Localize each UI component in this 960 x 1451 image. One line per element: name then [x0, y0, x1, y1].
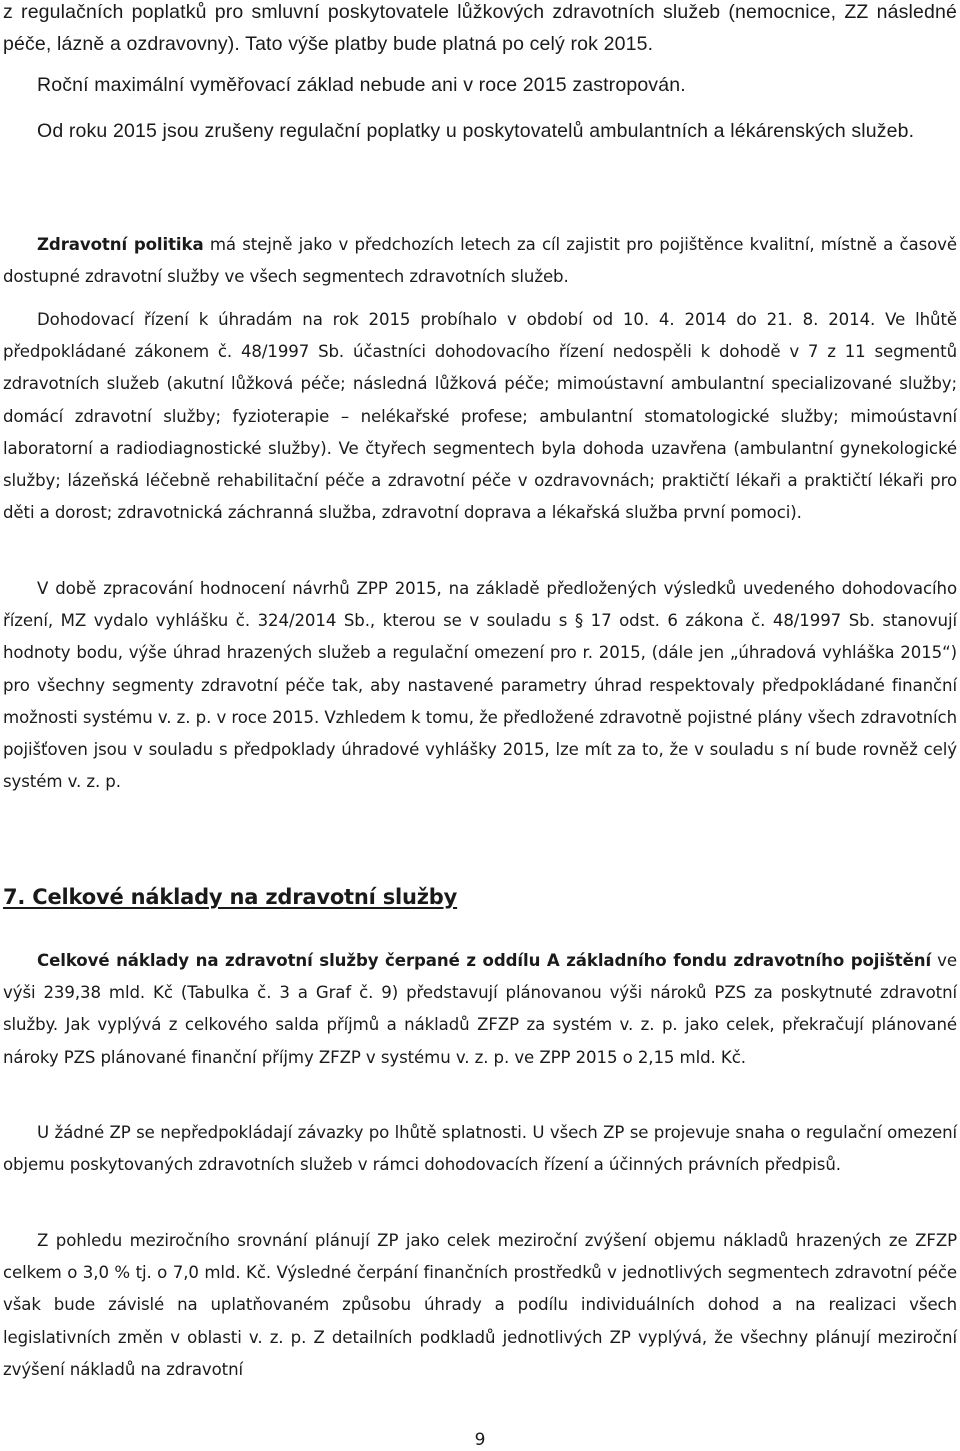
paragraph-regulatory-fees: z regulačních poplatků pro smluvní poskytovatele lůžkových zdravotních služeb (nemocnice, ZZ následné péče, lázně a ozdravovny). Tato výše platby bude platná po celý rok 2015. [3, 1, 957, 55]
paragraph-assessment-base: Roční maximální vyměřovací základ nebude ani v roce 2015 zastropován. [37, 74, 686, 96]
total-costs-bold-term: Celkové náklady na zdravotní služby čerpané z oddílu A základního fondu zdravotního pojištění [37, 951, 932, 970]
page-number: 9 [474, 1430, 486, 1450]
paragraph-decree-324: V době zpracování hodnocení návrhů ZPP 2015, na základě předložených výsledků uvedeného dohodovacího řízení, MZ vydalo vyhlášku č. 324/2014 Sb., kterou se v souladu s § 17 odst. 6 zákona č. 48/1997 Sb. stanovují hodnoty bodu, výše úhrad hrazených služeb a regulační omezení pro r. 2015, (dále jen „úhradová vyhláška 2015“) pro všechny segmenty zdravotní péče tak, aby nastavené parametry úhrad respektovaly předpokládané finanční možnosti systému v. z. p. v roce 2015. Vzhledem k tomu, že předložené zdravotně pojistné plány všech zdravotních pojišťoven jsou v souladu s předpoklady úhradové vyhlášky 2015, lze mít za to, že v souladu s ní bude rovněž celý systém v. z. p. [3, 579, 957, 792]
paragraph-no-liabilities: U žádné ZP se nepředpokládají závazky po lhůtě splatnosti. U všech ZP se projevuje snaha o regulační omezení objemu poskytovaných zdravotních služeb v rámci dohodovacích řízení a účinných právních předpisů. [3, 1123, 957, 1175]
health-policy-bold-term: Zdravotní politika [37, 235, 204, 254]
paragraph-year-comparison: Z pohledu meziročního srovnání plánují ZP jako celek meziroční zvýšení objemu nákladů hrazených ze ZFZP celkem o 3,0 % tj. o 7,0 mld. Kč. Výsledné čerpání finančních prostředků v jednotlivých segmentech zdravotní péče však bude závislé na uplatňovaném způsobu úhrady a podílu individuálních dohod a na realizaci všech legislativních změn v oblasti v. z. p. Z detailních podkladů jednotlivých ZP vyplývá, že všechny plánují meziroční zvýšení nákladů na zdravotní [3, 1231, 957, 1379]
health-policy-text: má stejně jako v předchozích letech za cíl zajistit pro pojištěnce kvalitní, místně a časově dostupné zdravotní služby ve všech segmentech zdravotních služeb. [3, 235, 957, 287]
paragraph-negotiation-procedure: Dohodovací řízení k úhradám na rok 2015 probíhalo v období od 10. 4. 2014 do 21. 8. 2014. Ve lhůtě předpokládané zákonem č. 48/1997 Sb. účastníci dohodovacího řízení nedospěli k dohodě v 7 z 11 segmentů zdravotních služeb (akutní lůžková péče; následná lůžková péče; mimoústavní ambulantní specializované služby; domácí zdravotní služby; fyzioterapie – nelékařské profese; ambulantní stomatologické služby; mimoústavní laboratorní a radiodiagnostické služby). Ve čtyřech segmentech byla dohoda uzavřena (ambulantní gynekologické služby; lázeňská léčebně rehabilitační péče a zdravotní péče v ozdravovnách; praktičtí lékaři a praktičtí lékaři pro děti a dorost; zdravotnická záchranná služba, zdravotní doprava a lékařská služba první pomoci). [3, 310, 957, 523]
paragraph-total-costs [3, 945, 957, 1074]
paragraph-fees-abolished: Od roku 2015 jsou zrušeny regulační poplatky u poskytovatelů ambulantních a lékárenských služeb. [37, 120, 915, 142]
section-heading-7: 7. Celkové náklady na zdravotní služby [3, 885, 458, 909]
paragraph-health-policy [3, 229, 957, 293]
total-costs-text: ve výši 239,38 mld. Kč (Tabulka č. 3 a Graf č. 9) představují plánovanou výši nároků PZS za poskytnuté zdravotní služby. Jak vyplývá z celkového salda příjmů a nákladů ZFZP za systém v. z. p. jako celek, překračují plánované nároky PZS plánované finanční příjmy ZFZP v systému v. z. p. ve ZPP 2015 o 2,15 mld. Kč. [3, 951, 957, 1067]
